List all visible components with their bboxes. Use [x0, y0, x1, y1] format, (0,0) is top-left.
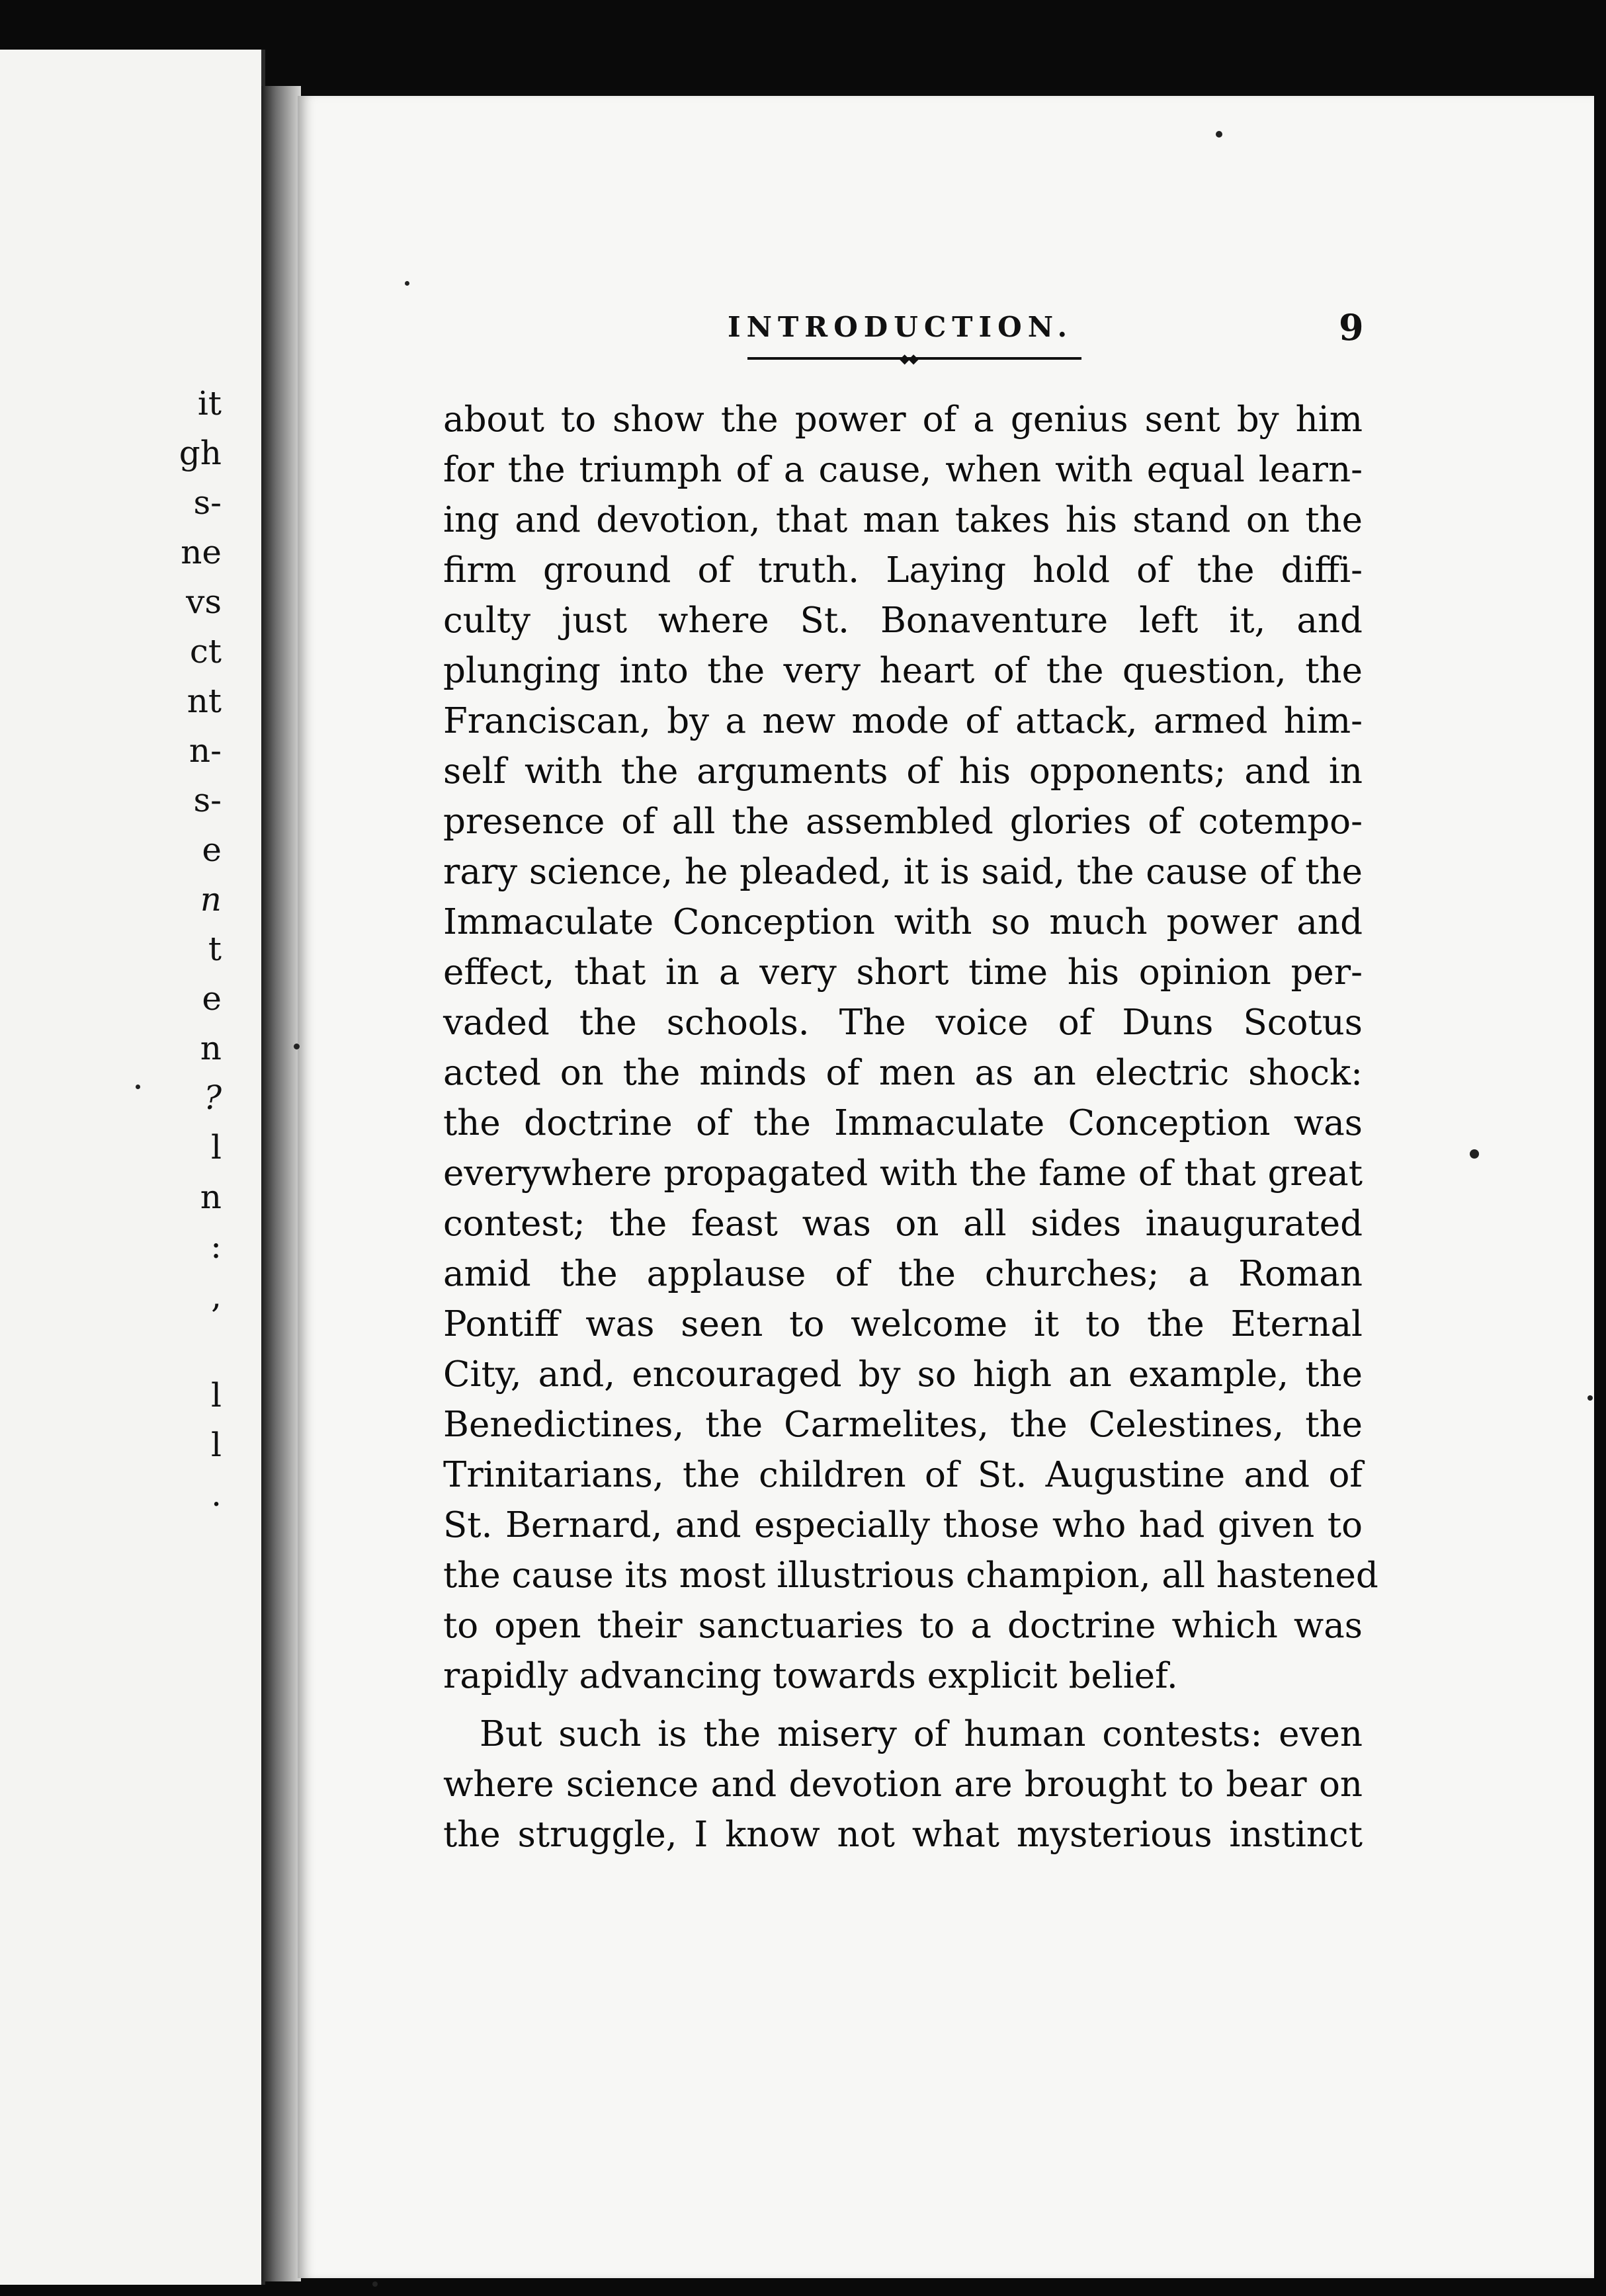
text-line: where science and devotion are brought to bear on — [443, 1764, 1363, 1805]
left-page-fragment: e — [202, 831, 222, 869]
left-page-fragment: vs — [186, 583, 222, 621]
left-page-fragment: s- — [193, 781, 222, 819]
text-line: everywhere propagated with the fame of that great — [443, 1153, 1363, 1194]
left-page-fragment: e — [202, 979, 222, 1018]
scan-speck — [294, 1044, 300, 1049]
text-line: effect, that in a very short time his opinion per- — [443, 952, 1363, 993]
text-line: rapidly advancing towards explicit belief. — [443, 1656, 1178, 1696]
left-page-fragment: . — [211, 1475, 222, 1514]
scan-speck — [136, 1085, 140, 1089]
scan-speck — [372, 2281, 378, 2287]
left-page-fragment: ct — [189, 632, 222, 671]
text-line: acted on the minds of men as an electric shock: — [443, 1053, 1363, 1093]
book-gutter-shadow — [261, 86, 301, 2281]
left-page-fragment: n — [200, 1029, 222, 1067]
text-line: vaded the schools. The voice of Duns Scotus — [443, 1003, 1363, 1043]
text-line: to open their sanctuaries to a doctrine which was — [443, 1606, 1363, 1646]
header-rule-ornament: ◆◆ — [900, 350, 917, 366]
left-page-fragment: ? — [204, 1079, 222, 1117]
left-page-fragment: it — [197, 384, 222, 423]
text-line: for the triumph of a cause, when with equal learn- — [443, 450, 1363, 490]
text-line: the cause its most illustrious champion, all hastened — [443, 1555, 1378, 1596]
text-line: plunging into the very heart of the question, the — [443, 651, 1363, 691]
text-line: the struggle, I know not what mysterious instinct — [443, 1815, 1363, 1855]
page-number: 9 — [1339, 306, 1364, 348]
left-page-fragment: t — [208, 930, 222, 968]
text-line: City, and, encouraged by so high an example, the — [443, 1354, 1363, 1395]
scan-speck — [1216, 131, 1222, 138]
left-page-fragment: n — [200, 1178, 222, 1216]
left-page-fragment: n- — [189, 731, 222, 770]
left-page-fragment: nt — [187, 682, 222, 720]
text-line: Immaculate Conception with so much power and — [443, 902, 1363, 942]
left-page-fragment: s- — [193, 483, 222, 522]
text-line: amid the applause of the churches; a Roman — [443, 1254, 1363, 1294]
text-line: rary science, he pleaded, it is said, the cause of the — [443, 852, 1363, 892]
left-page-fragment: l — [211, 1376, 222, 1414]
left-page-fragment: l — [211, 1128, 222, 1167]
text-line: self with the arguments of his opponents; and in — [443, 751, 1363, 792]
text-line: Trinitarians, the children of St. Augustine and of — [443, 1455, 1363, 1495]
left-page-fragment: gh — [179, 434, 222, 472]
text-line: Pontiff was seen to welcome it to the Eternal — [443, 1304, 1363, 1344]
text-line: presence of all the assembled glories of cotempo- — [443, 801, 1363, 842]
left-page-fragment: l — [211, 1426, 222, 1464]
text-line: ing and devotion, that man takes his stand on the — [443, 500, 1363, 540]
left-page-fragment: n — [200, 880, 222, 919]
left-page-fragment: ne — [181, 533, 222, 571]
left-page-fragment: , — [211, 1277, 222, 1315]
text-line: Franciscan, by a new mode of attack, armed him- — [443, 701, 1363, 741]
text-line: contest; the feast was on all sides inaugurated — [443, 1204, 1363, 1244]
text-line: about to show the power of a genius sent by him — [443, 399, 1363, 440]
text-line: the doctrine of the Immaculate Conception was — [443, 1103, 1363, 1143]
previous-page-edge — [0, 50, 265, 2285]
scan-speck — [405, 281, 409, 286]
text-line: Benedictines, the Carmelites, the Celestines, the — [443, 1405, 1363, 1445]
text-line: firm ground of truth. Laying hold of the diffi- — [443, 550, 1363, 591]
running-head-title: INTRODUCTION. — [728, 311, 1074, 343]
scan-speck — [1587, 1395, 1593, 1401]
text-line: St. Bernard, and especially those who had given to — [443, 1505, 1363, 1545]
left-page-fragment: : — [210, 1227, 222, 1266]
scan-speck — [1470, 1149, 1479, 1159]
text-line: But such is the misery of human contests: even — [480, 1714, 1363, 1754]
text-line: culty just where St. Bonaventure left it, and — [443, 600, 1363, 641]
